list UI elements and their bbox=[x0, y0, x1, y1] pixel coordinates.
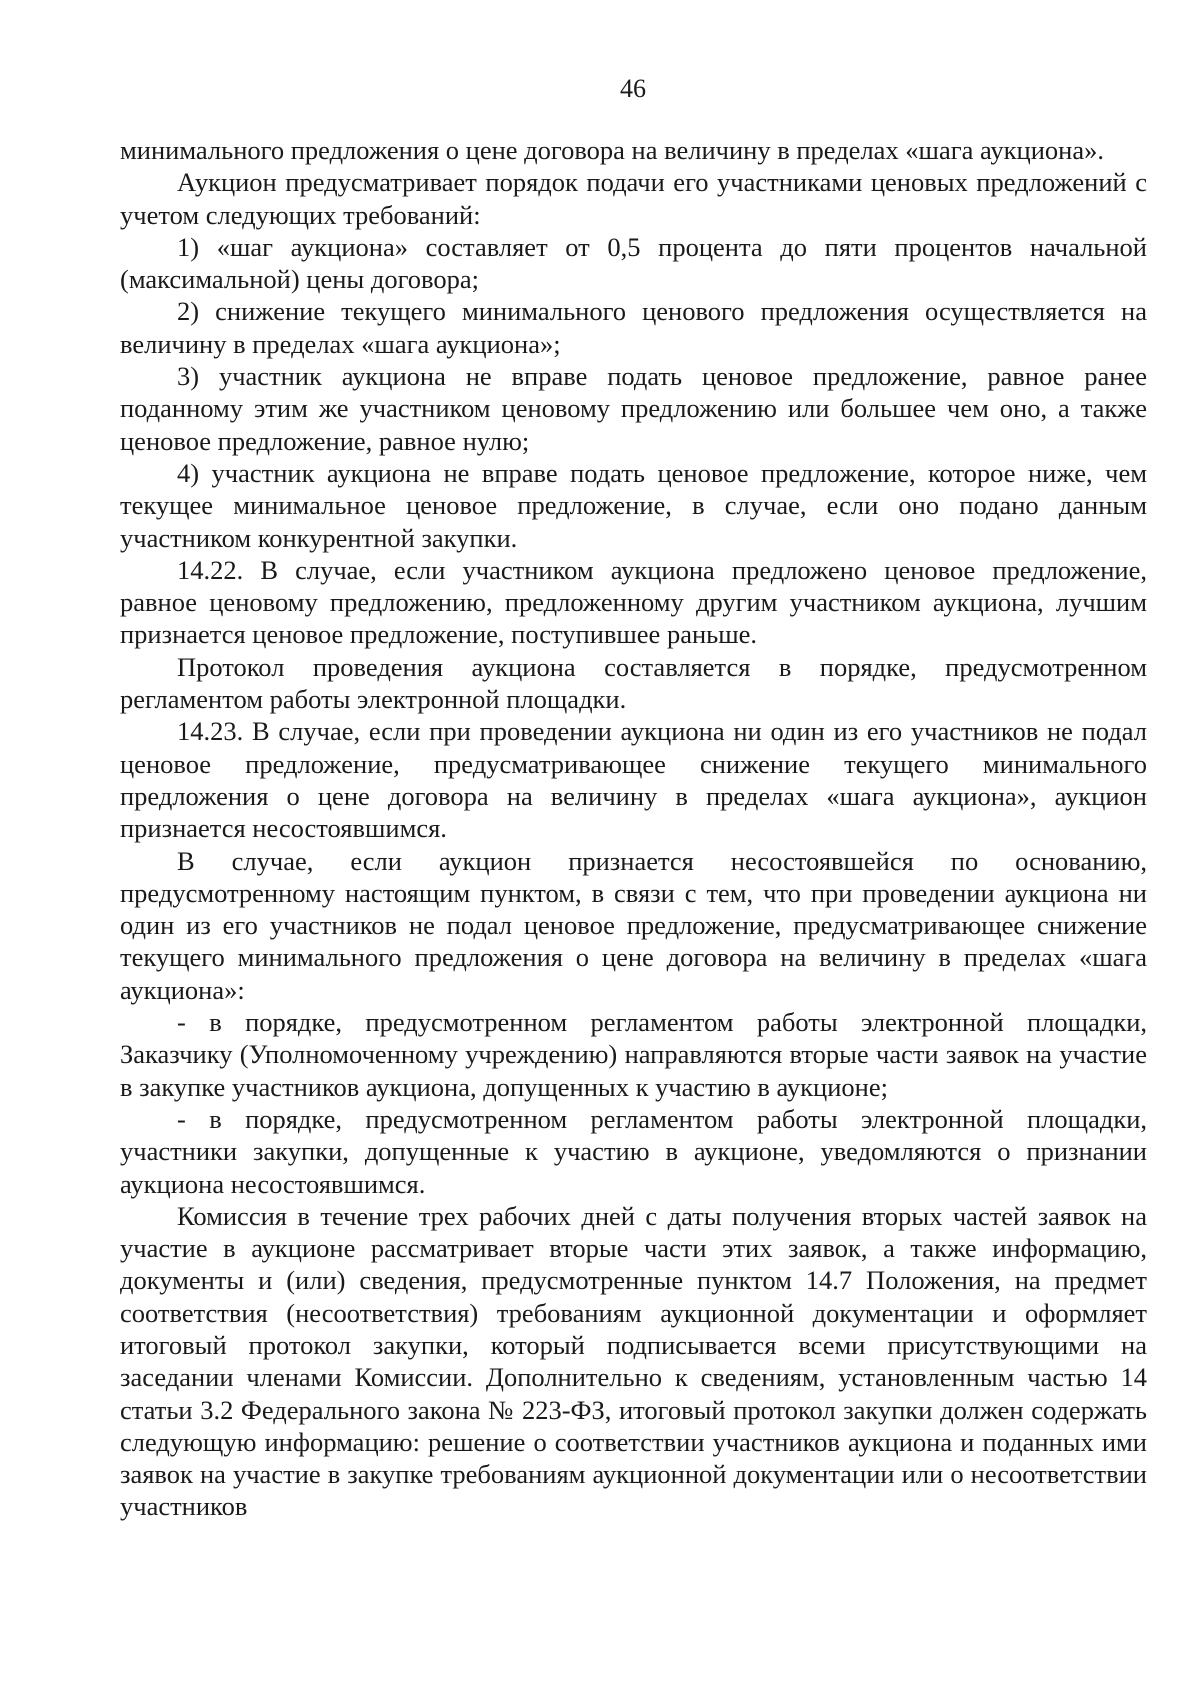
paragraph-protocol: Протокол проведения аукциона составляется в порядке, предусмотренном регламентом работы электронной площадки. bbox=[120, 651, 1147, 715]
list-item-2: 2) снижение текущего минимального ценового предложения осуществляется на величину в пределах «шага аукциона»; bbox=[120, 296, 1147, 359]
list-item-1: 1) «шаг аукциона» составляет от 0,5 процента до пяти процентов начальной (максимальной) цены договора; bbox=[120, 231, 1147, 295]
list-item-4: 4) участник аукциона не вправе подать ценовое предложение, которое ниже, чем текущее минимальное ценовое предложение, в случае, если оно подано данным участником конкурентной закупки. bbox=[120, 457, 1147, 553]
paragraph-continuation: минимального предложения о цене договора на величину в пределах «шага аукциона». bbox=[120, 135, 1104, 165]
dash-item-1: - в порядке, предусмотренном регламентом работы электронной площадки, Заказчику (Уполномоченному учреждению) направляются вторые части заявок на участие в закупке участников аукциона, допущенных к участию в аукционе; bbox=[120, 1007, 1147, 1102]
paragraph-auction-requirements-intro: Аукцион предусматривает порядок подачи его участниками ценовых предложений с учетом следующих требований: bbox=[120, 167, 1147, 230]
paragraph-failed-auction: В случае, если аукцион признается несостоявшейся по основанию, предусмотренному настоящим пунктом, в связи с тем, что при проведении аукциона ни один из его участников не подал ценовое предложение, предусматривающее снижение текущего минимального предложения о цене договора на величину в пределах «шага аукциона»: bbox=[120, 845, 1147, 1005]
document-body bbox=[120, 134, 1147, 1523]
clause-14-22: 14.22. В случае, если участником аукциона предложено ценовое предложение, равное ценовому предложению, предложенному другим участником аукциона, лучшим признается ценовое предложение, поступившее раньше. bbox=[120, 554, 1147, 650]
paragraph-commission: Комиссия в течение трех рабочих дней с даты получения вторых частей заявок на участие в аукционе рассматривает вторые части этих заявок, а также информацию, документы и (или) сведения, предусмотренные пунктом 14.7 Положения, на предмет соответствия (несоответствия) требованиям аукционной документации и оформляет итоговый протокол закупки, который подписывается всеми присутствующими на заседании членами Комиссии. Дополнительно к сведениям, установленным частью 14 статьи 3.2 Федерального закона № 223-ФЗ, итоговый протокол закупки должен содержать следующую информацию: решение о соответствии участников аукциона и поданных ими заявок на участие в закупке требованиям аукционной документации или о несоответствии участников bbox=[120, 1200, 1147, 1522]
list-item-3: 3) участник аукциона не вправе подать ценовое предложение, равное ранее поданному этим же участником ценовому предложению или большее чем оно, а также ценовое предложение, равное нулю; bbox=[120, 361, 1147, 456]
page-number: 46 bbox=[620, 74, 646, 103]
dash-item-2: - в порядке, предусмотренном регламентом работы электронной площадки, участники закупки, допущенные к участию в аукционе, уведомляются о признании аукциона несостоявшимся. bbox=[120, 1103, 1147, 1199]
clause-14-23: 14.23. В случае, если при проведении аукциона ни один из его участников не подал ценовое предложение, предусматривающее снижение текущего минимального предложения о цене договора на величину в пределах «шага аукциона», аукцион признается несостоявшимся. bbox=[120, 716, 1147, 844]
